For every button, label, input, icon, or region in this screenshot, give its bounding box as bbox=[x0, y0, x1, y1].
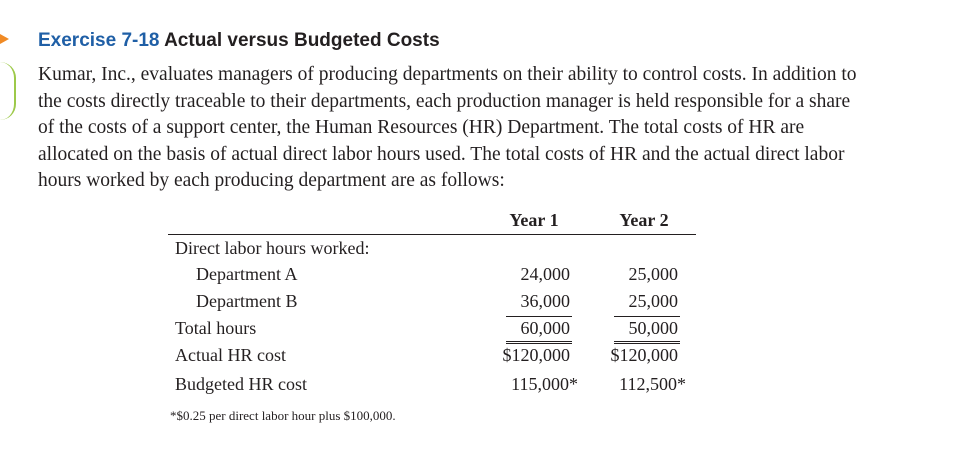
exercise-marker-icon bbox=[0, 34, 9, 44]
section-label-direct-labor-hours: Direct labor hours worked: bbox=[175, 238, 370, 258]
exercise-name: Actual versus Budgeted Costs bbox=[164, 30, 440, 51]
cell-department-a-year-1: 24,000 bbox=[520, 264, 570, 284]
subtotal-rule-year-1 bbox=[506, 316, 572, 317]
cell-actual-hr-cost-year-2: $120,000 bbox=[610, 345, 678, 365]
table-footnote: *$0.25 per direct labor hour plus $100,000. bbox=[170, 408, 396, 423]
cell-total-hours-year-2: 50,000 bbox=[628, 318, 678, 338]
row-label-department-a: Department A bbox=[196, 264, 298, 284]
subtotal-rule-year-2 bbox=[614, 316, 680, 317]
cell-budgeted-hr-cost-year-1: 115,000* bbox=[511, 374, 578, 394]
cell-budgeted-hr-cost-year-2: 112,500* bbox=[619, 374, 686, 394]
cell-department-b-year-1: 36,000 bbox=[520, 291, 570, 311]
column-header-year-2: Year 2 bbox=[619, 210, 669, 230]
cell-actual-hr-cost-year-1: $120,000 bbox=[502, 345, 570, 365]
row-label-actual-hr-cost: Actual HR cost bbox=[175, 345, 286, 365]
margin-bracket bbox=[0, 62, 16, 120]
row-label-total-hours: Total hours bbox=[175, 318, 257, 338]
header-rule bbox=[168, 234, 696, 235]
total-double-rule-year-1 bbox=[506, 341, 572, 344]
cell-total-hours-year-1: 60,000 bbox=[520, 318, 570, 338]
column-header-year-1: Year 1 bbox=[509, 210, 559, 230]
row-label-budgeted-hr-cost: Budgeted HR cost bbox=[175, 374, 307, 394]
exercise-title bbox=[38, 30, 440, 52]
row-label-department-b: Department B bbox=[196, 291, 298, 311]
total-double-rule-year-2 bbox=[614, 341, 680, 344]
exercise-paragraph: Kumar, Inc., evaluates managers of producing departments on their ability to control costs. In addition to the costs directly traceable to their departments, each production manager is held responsible for a share of the costs of a support center, the Human Resources (HR) Department. The total costs of HR are allocated on the basis of actual direct labor hours used. The total costs of HR and the actual direct labor hours worked by each producing department are as follows: bbox=[38, 64, 857, 191]
cell-department-b-year-2: 25,000 bbox=[628, 291, 678, 311]
exercise-label: Exercise 7-18 bbox=[38, 30, 160, 51]
cell-department-a-year-2: 25,000 bbox=[628, 264, 678, 284]
